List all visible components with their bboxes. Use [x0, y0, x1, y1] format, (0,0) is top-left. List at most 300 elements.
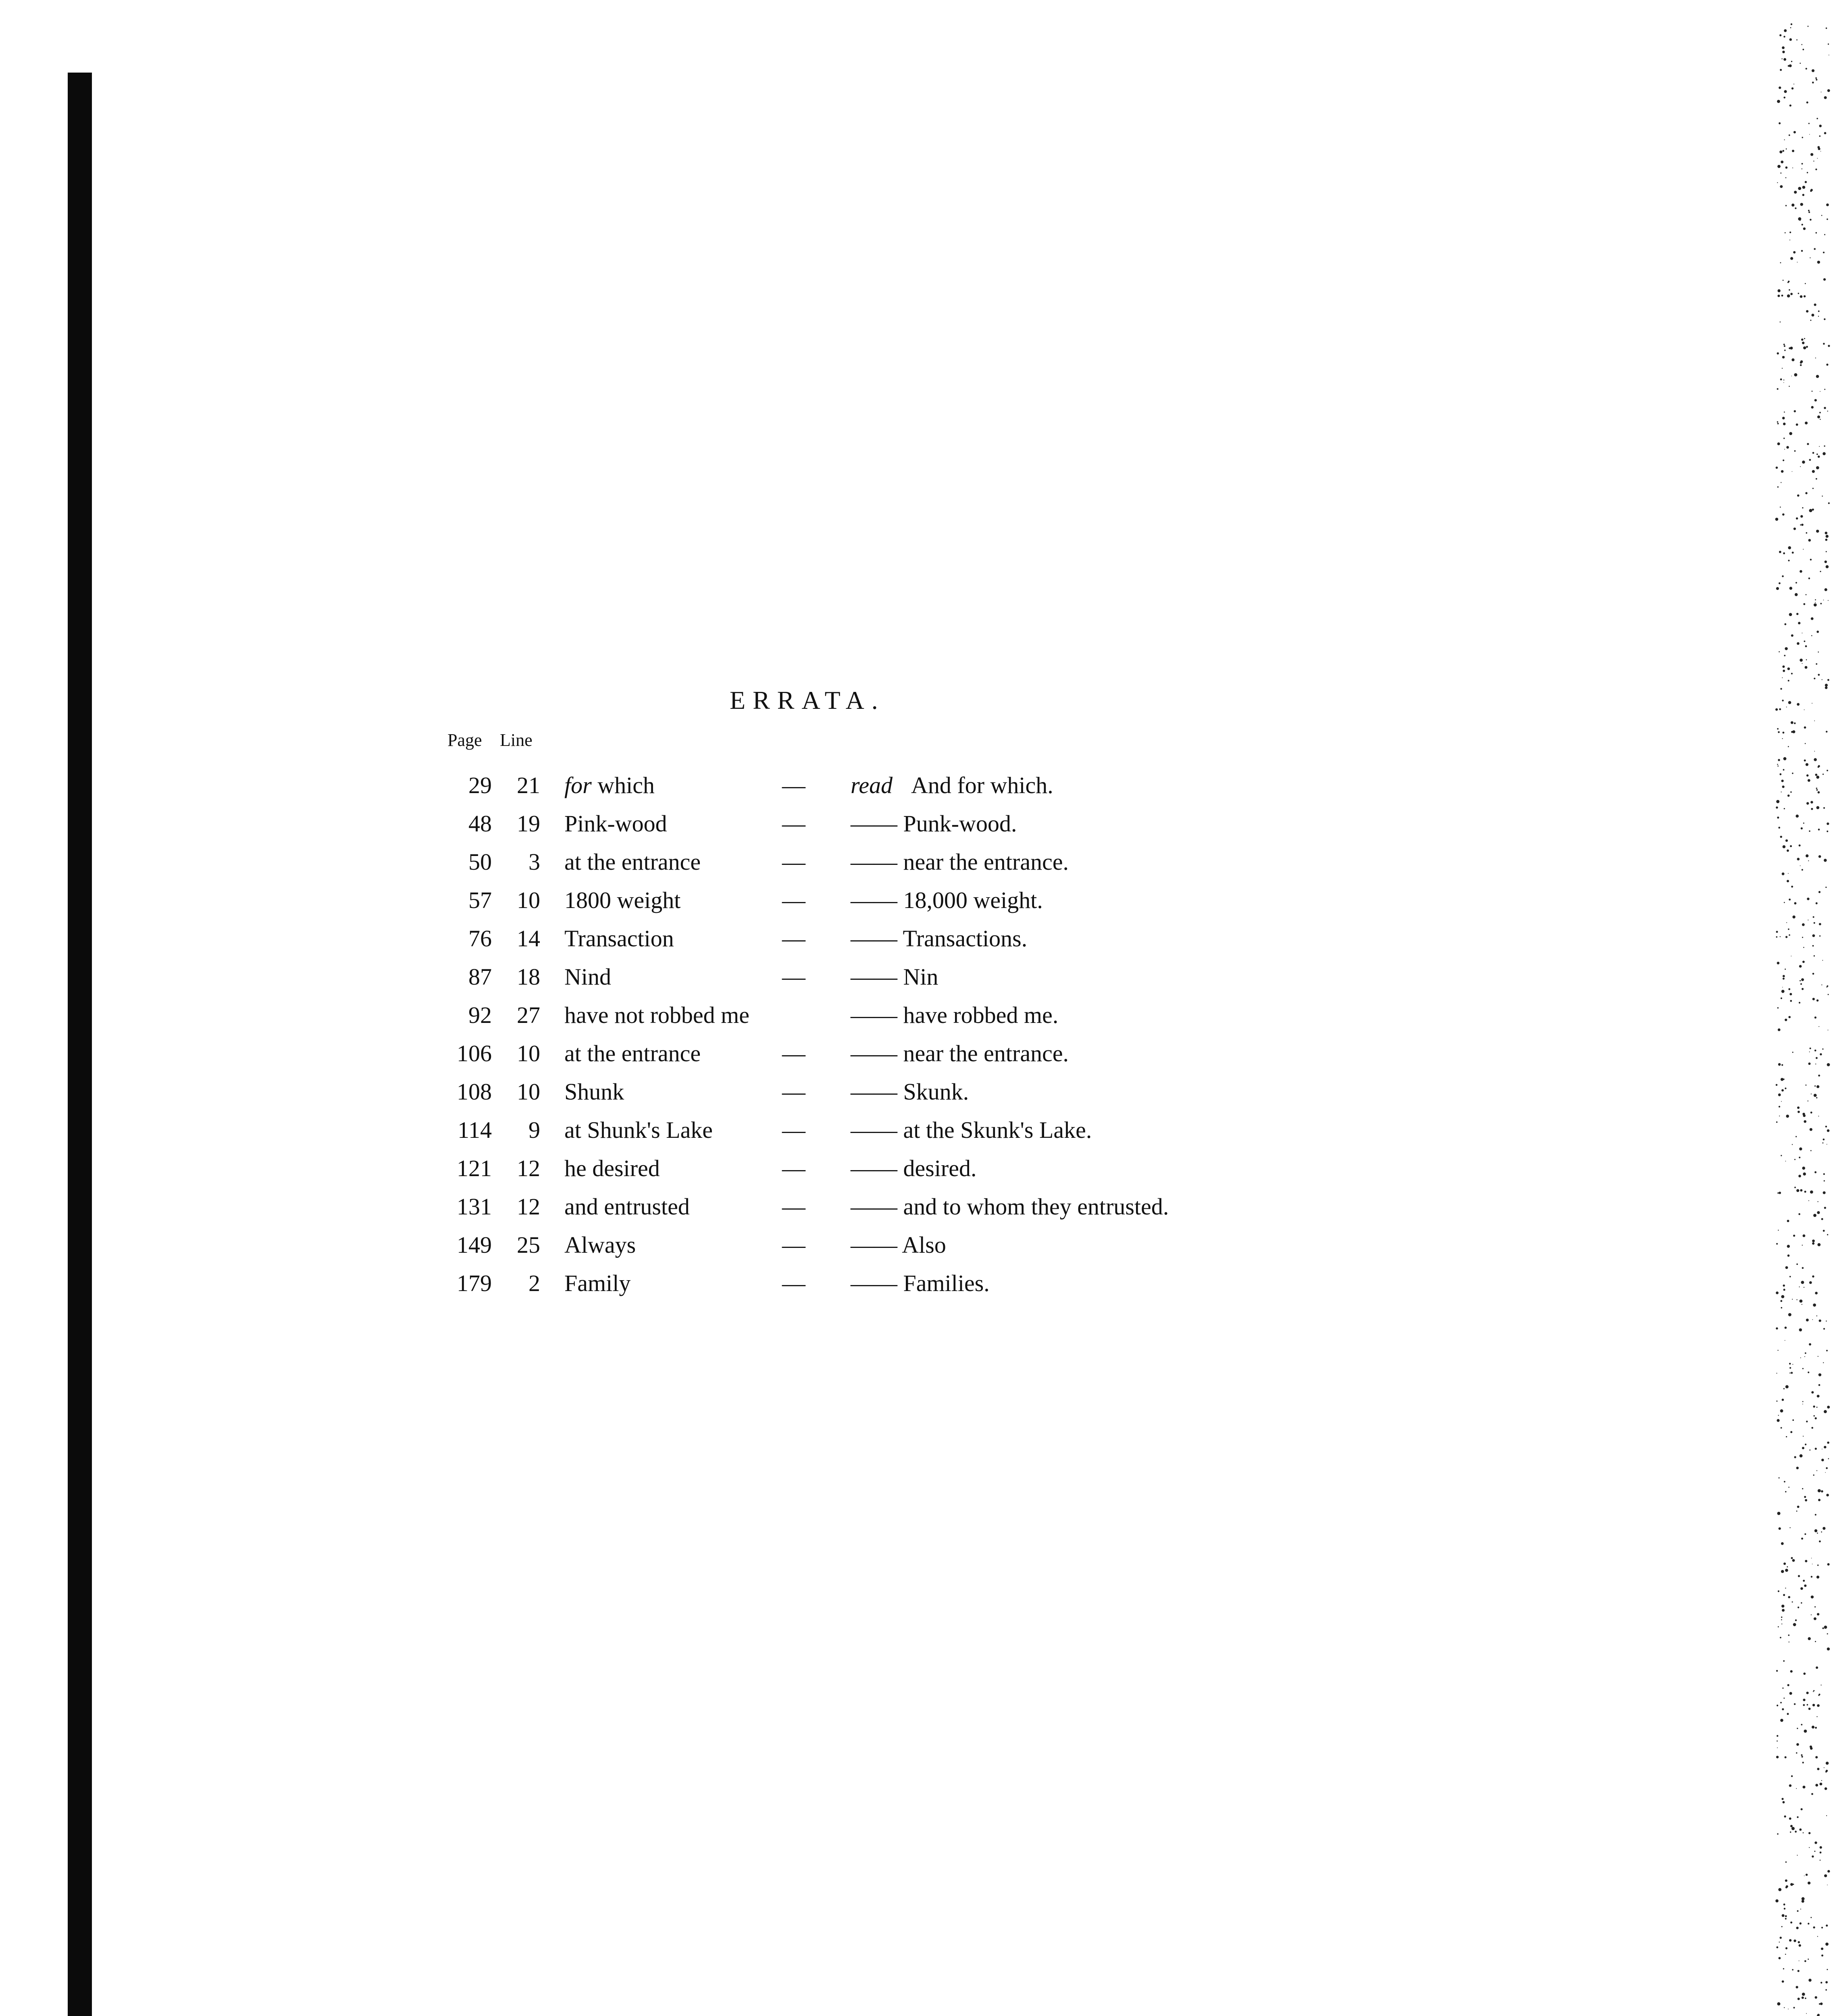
speckle: [1806, 1318, 1809, 1321]
speckle: [1781, 780, 1784, 782]
speckle: [1821, 1459, 1824, 1462]
speckle: [1784, 655, 1785, 656]
speckle: [1780, 69, 1782, 71]
speckle: [1780, 1637, 1781, 1639]
speckle: [1777, 1350, 1778, 1351]
speckle: [1785, 1588, 1786, 1589]
speckle: [1776, 1291, 1779, 1294]
speckle: [1817, 415, 1820, 418]
speckle: [1811, 1093, 1812, 1094]
speckle: [1785, 177, 1787, 179]
speckle: [1801, 1602, 1802, 1604]
speckle: [1777, 1007, 1779, 1008]
speckle: [1794, 1703, 1796, 1705]
speckle: [1813, 916, 1814, 918]
speckle: [1818, 1489, 1821, 1492]
speckle: [1816, 530, 1819, 533]
speckle: [1808, 211, 1810, 213]
speckle: [1801, 1281, 1804, 1284]
speckle: [1823, 343, 1825, 345]
speckle: [1826, 1770, 1828, 1772]
speckle: [1787, 1684, 1789, 1686]
speckle: [1779, 1106, 1780, 1108]
speckle: [1781, 160, 1783, 163]
speckle: [1783, 1079, 1785, 1080]
speckle: [1797, 703, 1800, 706]
speckle: [1781, 1616, 1782, 1618]
speckle: [1788, 1635, 1790, 1636]
speckle: [1779, 150, 1782, 153]
binding-shadow: [68, 73, 92, 2016]
speckle: [1817, 1936, 1818, 1937]
speckle: [1816, 1085, 1819, 1088]
speckle: [1812, 470, 1815, 473]
speckle: [1811, 1793, 1813, 1795]
speckle: [1799, 1829, 1802, 1831]
speckle: [1780, 506, 1781, 508]
speckle: [1819, 135, 1821, 137]
speckle: [1787, 1220, 1789, 1222]
speckle: [1818, 1499, 1821, 1501]
speckle: [1776, 1373, 1777, 1374]
speckle: [1807, 172, 1808, 173]
original-text: [564, 1264, 630, 1302]
speckle: [1812, 1239, 1815, 1242]
speckle: [1806, 775, 1809, 777]
speckle: [1780, 1300, 1782, 1302]
speckle: [1800, 524, 1801, 525]
speckle: [1813, 1214, 1816, 1217]
read-label: read: [851, 772, 893, 798]
speckle: [1781, 1926, 1783, 1927]
speckle: [1827, 1633, 1828, 1635]
speckle: [1801, 250, 1803, 252]
speckle: [1784, 412, 1785, 413]
speckle: [1789, 1372, 1791, 1374]
speckle: [1781, 1295, 1784, 1298]
correction-text: —— desired.: [851, 1155, 977, 1181]
speckle: [1820, 571, 1821, 572]
speckle: [1783, 1388, 1785, 1389]
page-number: 108: [457, 1079, 492, 1105]
page-number: 106: [457, 1040, 492, 1066]
original-value: which: [591, 772, 655, 798]
speckle: [1789, 1363, 1791, 1364]
speckle: [1811, 406, 1814, 408]
speckle: [1825, 1472, 1826, 1473]
speckle: [1777, 182, 1778, 183]
speckle: [1819, 1320, 1821, 1322]
speckle: [1820, 1851, 1822, 1854]
original-value: Always: [564, 1232, 636, 1258]
speckle: [1816, 478, 1817, 480]
speckle: [1802, 1368, 1804, 1369]
speckle: [1778, 827, 1780, 829]
speckle: [1815, 1756, 1818, 1758]
speckle: [1818, 1075, 1820, 1077]
speckle: [1789, 613, 1792, 616]
speckle: [1782, 665, 1785, 668]
speckle: [1822, 496, 1823, 497]
speckle: [1790, 1831, 1791, 1833]
speckle: [1778, 1029, 1781, 1031]
speckle: [1802, 1897, 1805, 1900]
page-number: 149: [457, 1232, 492, 1258]
speckle: [1782, 873, 1785, 875]
speckle: [1809, 134, 1810, 135]
speckle: [1788, 1596, 1790, 1598]
original-value: he desired: [564, 1155, 660, 1181]
speckle: [1811, 635, 1812, 636]
speckle: [1815, 1641, 1816, 1642]
speckle: [1808, 1959, 1809, 1960]
correction-text: —— Families.: [851, 1270, 990, 1296]
correction-text: —— Punk-wood.: [851, 810, 1017, 837]
speckle: [1818, 674, 1820, 676]
speckle: [1823, 452, 1826, 455]
speckle: [1792, 916, 1795, 918]
speckle: [1823, 1362, 1824, 1363]
speckle: [1821, 1955, 1823, 1957]
speckle: [1798, 1970, 1800, 1972]
speckle: [1822, 960, 1823, 961]
speckle: [1826, 1494, 1829, 1497]
correction-text: —— at the Skunk's Lake.: [851, 1117, 1092, 1143]
speckle: [1776, 1243, 1778, 1245]
page-number: 48: [468, 810, 492, 837]
original-text: [564, 1226, 636, 1264]
speckle: [1819, 935, 1821, 937]
speckle: [1805, 666, 1808, 669]
speckle: [1825, 686, 1828, 689]
speckle: [1820, 2003, 1823, 2005]
original-value: and entrusted: [564, 1193, 690, 1220]
speckle: [1809, 1847, 1810, 1848]
speckle: [1785, 232, 1786, 233]
speckle: [1786, 1885, 1788, 1888]
line-number: 12: [517, 1155, 540, 1181]
speckle: [1805, 743, 1806, 744]
separator-dash: —: [782, 1155, 805, 1181]
speckle: [1815, 169, 1817, 170]
speckle: [1787, 1566, 1788, 1568]
speckle: [1785, 1947, 1787, 1949]
speckle: [1789, 899, 1791, 901]
page-number: 29: [468, 772, 492, 798]
speckle: [1778, 1230, 1779, 1231]
speckle: [1815, 1727, 1817, 1729]
speckle: [1817, 158, 1818, 159]
speckle: [1783, 769, 1785, 771]
speckle: [1824, 859, 1827, 862]
speckle: [1781, 470, 1784, 473]
speckle: [1785, 839, 1788, 842]
speckle: [1803, 346, 1806, 349]
speckle: [1791, 87, 1793, 90]
speckle: [1812, 69, 1814, 72]
speckle: [1810, 1917, 1812, 1918]
speckle: [1789, 1818, 1791, 1820]
speckle: [1800, 1189, 1802, 1191]
speckle: [1778, 1590, 1779, 1592]
speckle: [1780, 1702, 1782, 1704]
speckle: [1811, 1558, 1812, 1559]
speckle: [1788, 929, 1789, 930]
speckle: [1792, 773, 1793, 774]
speckle: [1827, 985, 1829, 987]
speckle: [1794, 723, 1796, 724]
speckle: [1802, 1447, 1804, 1449]
correction-text: —— Transactions.: [851, 925, 1028, 952]
speckle: [1787, 667, 1790, 670]
speckle: [1792, 1419, 1794, 1421]
speckle: [1825, 684, 1828, 687]
speckle: [1788, 701, 1791, 704]
separator-dash: —: [782, 849, 805, 875]
speckle: [1779, 773, 1781, 775]
speckle: [1804, 1356, 1805, 1357]
page-number: 121: [457, 1155, 492, 1181]
page-number: 92: [468, 1002, 492, 1028]
speckle: [1810, 320, 1811, 321]
speckle: [1783, 382, 1784, 383]
speckle: [1799, 1157, 1800, 1158]
speckle: [1810, 1112, 1812, 1114]
speckle: [1782, 1981, 1784, 1983]
speckle: [1821, 1218, 1823, 1220]
speckle: [1780, 185, 1783, 188]
speckle: [1791, 204, 1794, 206]
speckle: [1828, 345, 1830, 347]
speckle: [1824, 1626, 1827, 1629]
speckle: [1790, 1000, 1792, 1002]
speckle: [1824, 389, 1825, 390]
speckle: [1794, 902, 1797, 904]
speckle: [1828, 1030, 1829, 1031]
speckle: [1827, 1063, 1830, 1066]
speckle: [1782, 677, 1783, 678]
speckle: [1783, 280, 1784, 281]
speckle: [1792, 471, 1793, 472]
speckle: [1785, 1491, 1786, 1492]
speckle: [1802, 1488, 1803, 1489]
speckle: [1798, 187, 1801, 190]
speckle: [1800, 1909, 1801, 1910]
page-edge-speckle: [1712, 0, 1833, 2016]
speckle: [1785, 1879, 1787, 1882]
speckle: [1783, 1697, 1785, 1699]
speckle: [1823, 278, 1826, 281]
speckle: [1793, 1623, 1796, 1626]
speckle: [1827, 1870, 1830, 1872]
speckle: [1808, 577, 1810, 579]
speckle: [1785, 647, 1787, 650]
speckle: [1804, 295, 1806, 297]
speckle: [1783, 845, 1786, 848]
speckle: [1784, 90, 1787, 93]
speckle: [1820, 419, 1821, 420]
speckle: [1782, 1708, 1784, 1710]
speckle: [1815, 1996, 1817, 1999]
speckle: [1800, 1587, 1803, 1590]
speckle: [1807, 443, 1809, 445]
speckle: [1778, 759, 1780, 761]
speckle: [1781, 1798, 1783, 1800]
speckle: [1825, 1989, 1827, 1991]
speckle: [1804, 1533, 1806, 1535]
speckle: [1811, 1427, 1813, 1429]
speckle: [1818, 652, 1819, 653]
speckle: [1826, 1762, 1829, 1765]
speckle: [1825, 588, 1827, 591]
speckle: [1789, 38, 1792, 41]
speckle: [1782, 46, 1785, 49]
speckle: [1797, 1106, 1800, 1109]
speckle: [1812, 452, 1814, 454]
speckle: [1802, 1404, 1803, 1405]
speckle: [1778, 731, 1780, 733]
speckle: [1784, 1816, 1786, 1818]
speckle: [1824, 446, 1825, 447]
speckle: [1793, 1884, 1794, 1885]
speckle: [1798, 293, 1799, 294]
speckle: [1822, 1048, 1823, 1050]
speckle: [1820, 391, 1821, 392]
speckle: [1811, 1576, 1812, 1577]
speckle: [1783, 58, 1786, 61]
speckle: [1776, 1670, 1778, 1672]
speckle: [1823, 1191, 1826, 1194]
speckle: [1817, 1395, 1820, 1397]
speckle: [1816, 1097, 1817, 1098]
speckle: [1782, 987, 1783, 988]
speckle: [1815, 602, 1816, 603]
speckle: [1794, 1456, 1796, 1458]
speckle: [1780, 379, 1782, 381]
speckle: [1785, 1327, 1787, 1329]
speckle: [1787, 850, 1789, 852]
original-value: at the entrance: [564, 849, 701, 875]
speckle: [1824, 407, 1826, 409]
speckle: [1791, 721, 1793, 724]
speckle: [1808, 26, 1809, 27]
speckle: [1823, 774, 1824, 775]
speckle: [1779, 1527, 1781, 1530]
speckle: [1827, 1969, 1828, 1970]
speckle: [1787, 1713, 1789, 1715]
speckle: [1783, 1594, 1785, 1596]
original-text: [564, 1149, 660, 1187]
speckle: [1791, 1775, 1793, 1777]
speckle: [1783, 1660, 1785, 1662]
speckle: [1814, 758, 1817, 761]
speckle: [1776, 467, 1778, 469]
speckle: [1787, 795, 1790, 797]
speckle: [1816, 789, 1818, 791]
speckle: [1812, 998, 1815, 1000]
speckle: [1814, 1606, 1816, 1608]
speckle: [1797, 1816, 1798, 1818]
correction-text: —— have robbed me.: [851, 1002, 1059, 1028]
speckle: [1782, 1687, 1783, 1689]
speckle: [1777, 766, 1779, 767]
speckle: [1825, 1943, 1829, 1946]
speckle: [1780, 1937, 1782, 1939]
separator-dash: —: [782, 1117, 805, 1143]
speckle: [1816, 1315, 1817, 1316]
speckle: [1804, 1960, 1806, 1962]
speckle: [1798, 1575, 1800, 1577]
speckle: [1780, 836, 1782, 838]
page-number: 179: [457, 1270, 492, 1296]
speckle: [1816, 902, 1818, 904]
speckle: [1783, 975, 1785, 977]
speckle: [1808, 1832, 1810, 1834]
speckle: [1776, 1756, 1779, 1758]
speckle: [1794, 373, 1797, 377]
speckle: [1777, 1705, 1778, 1706]
speckle: [1795, 207, 1796, 209]
original-text: [564, 881, 680, 919]
separator-dash: —: [782, 772, 805, 798]
speckle: [1792, 150, 1794, 152]
speckle: [1802, 1997, 1804, 1999]
speckle: [1826, 1924, 1828, 1926]
speckle: [1779, 551, 1781, 553]
speckle: [1816, 1000, 1818, 1002]
speckle: [1781, 1570, 1784, 1573]
speckle: [1806, 1874, 1808, 1876]
speckle: [1800, 515, 1803, 518]
speckle: [1784, 902, 1785, 903]
speckle: [1790, 347, 1793, 350]
speckle: [1821, 215, 1823, 216]
speckle: [1780, 936, 1781, 937]
speckle: [1788, 2009, 1789, 2010]
speckle: [1803, 1580, 1805, 1582]
speckle: [1787, 1245, 1790, 1248]
speckle: [1805, 181, 1807, 183]
speckle: [1810, 801, 1813, 803]
speckle: [1810, 153, 1813, 156]
speckle: [1783, 757, 1787, 760]
speckle: [1827, 770, 1828, 771]
speckle: [1794, 191, 1797, 194]
speckle: [1809, 1450, 1810, 1451]
speckle: [1812, 81, 1814, 83]
page-number: 50: [468, 849, 492, 875]
speckle: [1789, 1276, 1791, 1277]
speckle: [1827, 1406, 1830, 1408]
speckle: [1801, 978, 1804, 981]
speckle: [1789, 432, 1792, 435]
speckle: [1787, 294, 1790, 298]
speckle: [1827, 823, 1829, 825]
speckle: [1777, 816, 1779, 818]
line-number: 19: [517, 810, 540, 837]
speckle: [1789, 231, 1791, 233]
separator-dash: —: [782, 1079, 805, 1105]
speckle: [1786, 1115, 1789, 1118]
speckle: [1792, 1602, 1793, 1603]
speckle: [1815, 1448, 1817, 1450]
speckle: [1804, 1120, 1806, 1123]
speckle: [1793, 131, 1796, 133]
speckle: [1805, 1560, 1807, 1562]
speckle: [1783, 978, 1785, 980]
speckle: [1814, 1617, 1816, 1620]
speckle: [1801, 1724, 1802, 1726]
